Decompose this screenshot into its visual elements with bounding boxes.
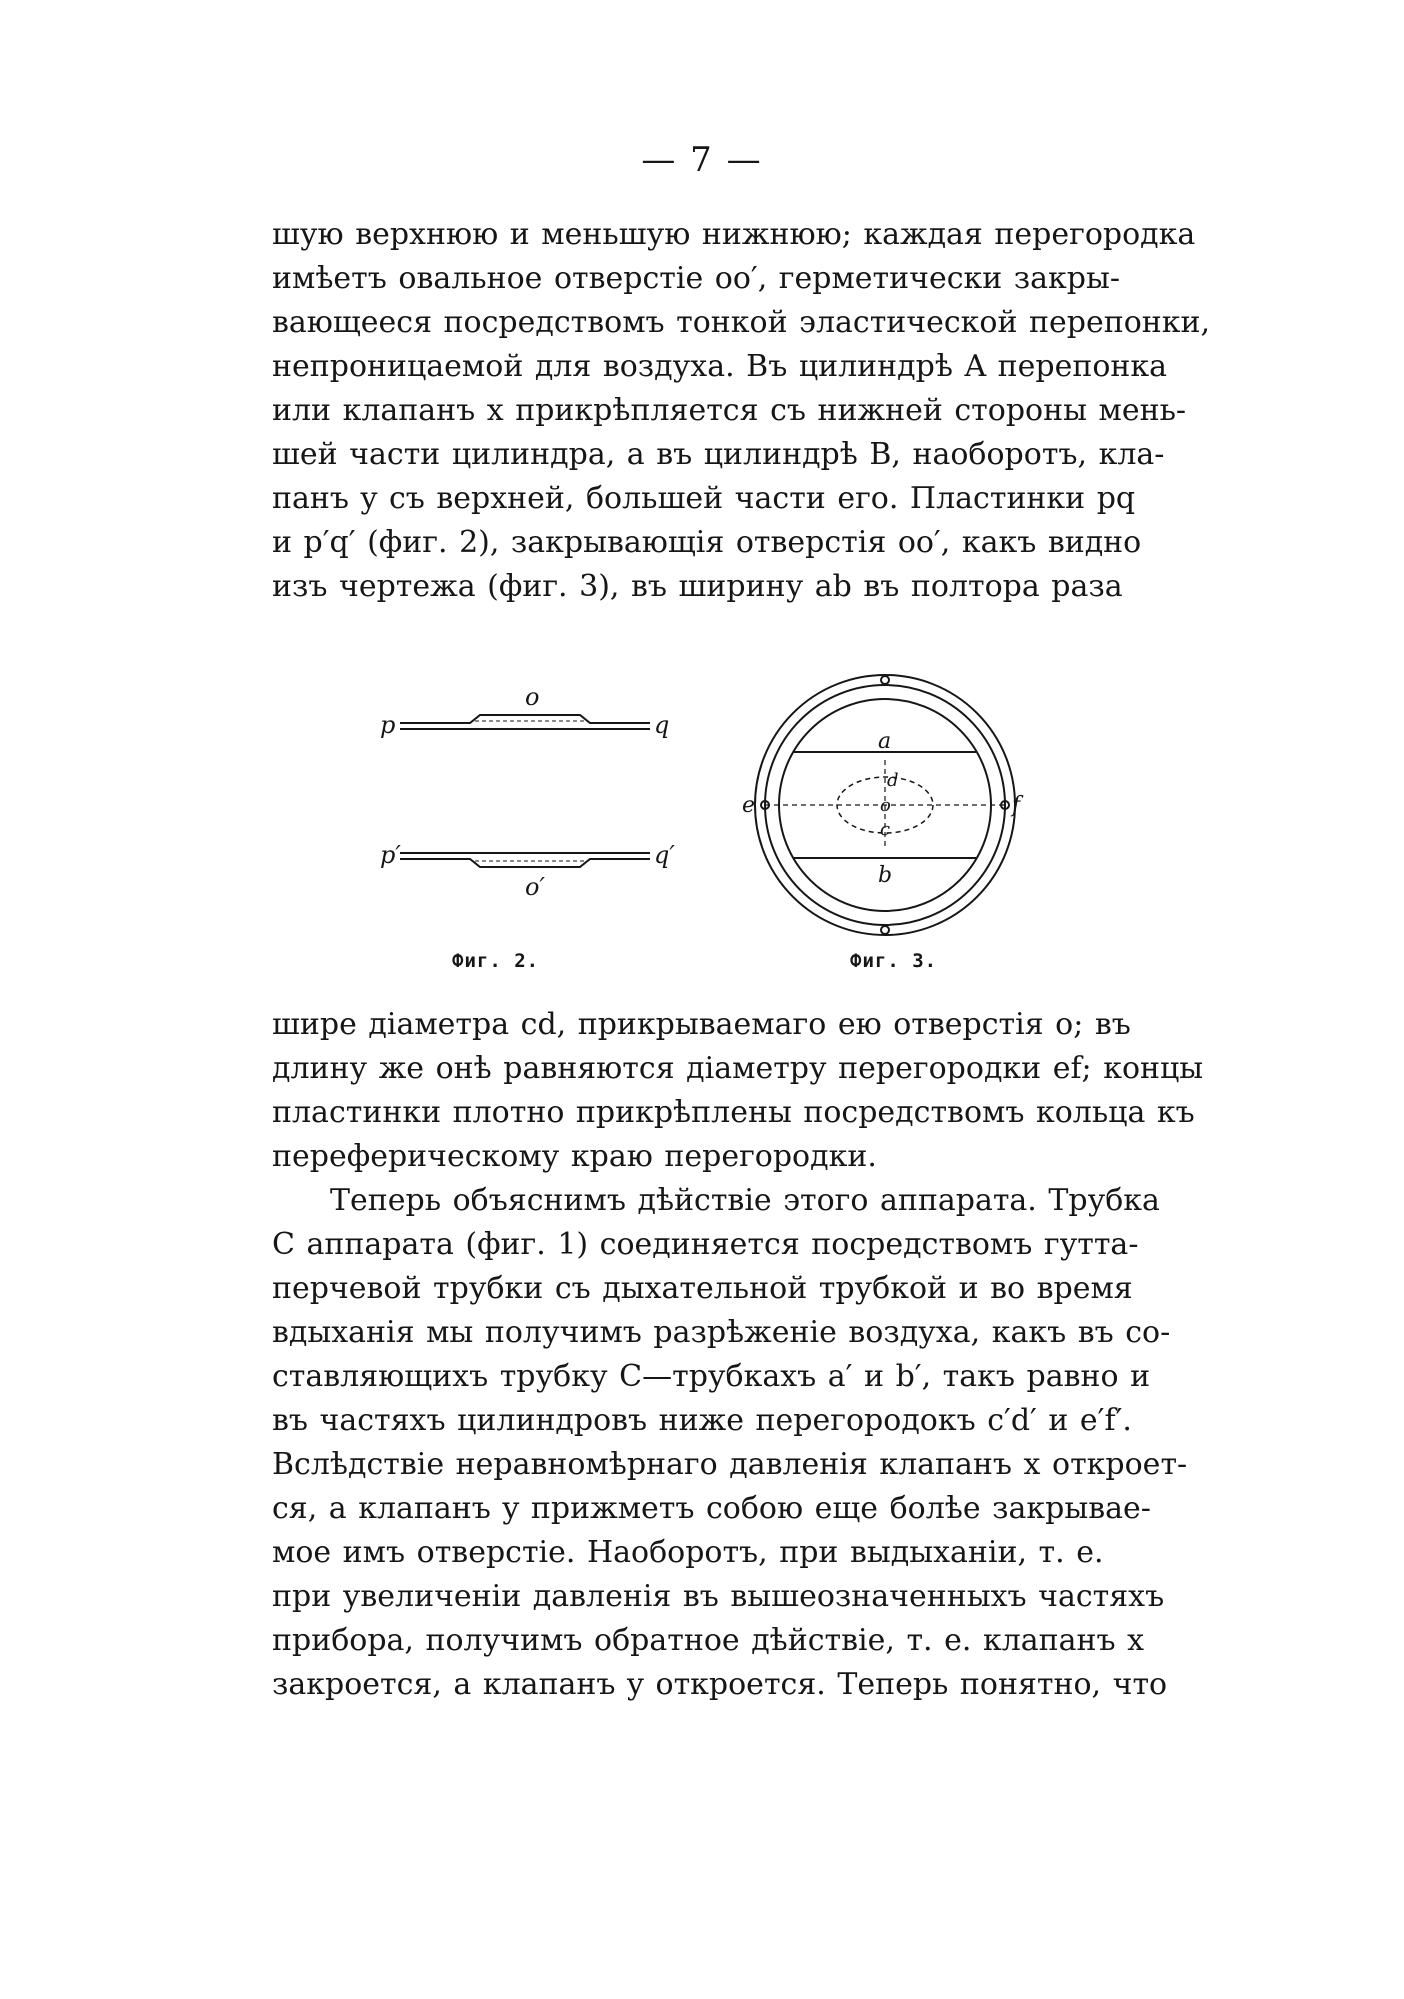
paragraph-bottom	[272, 1003, 1204, 1707]
page-number: — 7 —	[641, 140, 763, 180]
text-line: Теперь объяснимъ дѣйствіе этого аппарата. Трубка	[330, 1183, 1160, 1218]
label-p: p	[380, 711, 396, 739]
rivet-bottom	[881, 926, 889, 934]
label-o-prime: o′	[525, 873, 545, 901]
text-line: перчевой трубки съ дыхательной трубкой и во время	[272, 1271, 1133, 1306]
text-line: прибора, получимъ обратное дѣйствіе, т. е. клапанъ x	[272, 1623, 1145, 1658]
text-line: и p′q′ (фиг. 2), закрывающія отверстія oo′, какъ видно	[272, 525, 1142, 560]
label-b: b	[878, 863, 893, 888]
text-line: панъ y съ верхней, большей части его. Пластинки pq	[272, 481, 1136, 516]
text-line: переферическому краю перегородки.	[272, 1139, 877, 1174]
figure-3-caption: Фиг. 3.	[850, 950, 938, 972]
text-line: имѣетъ овальное отверстіе oo′, герметически закры-	[272, 261, 1121, 296]
label-e: e	[742, 793, 756, 818]
label-a: a	[878, 729, 892, 754]
plate-pq	[400, 715, 650, 723]
text-line: вающееся посредствомъ тонкой эластической перепонки,	[272, 305, 1211, 340]
text-line: Вслѣдствіе неравномѣрнаго давленія клапанъ x откроет-	[272, 1447, 1188, 1482]
text-line: длину же онѣ равняются діаметру перегородки ef; концы	[272, 1051, 1204, 1086]
text-line: шире діаметра cd, прикрываемаго ею отверстія o; въ	[272, 1007, 1131, 1042]
paragraph-top	[272, 213, 1211, 609]
label-o: o	[880, 795, 891, 816]
text-line: ставляющихъ трубку C—трубкахъ a′ и b′, такъ равно и	[272, 1359, 1151, 1394]
label-d: d	[887, 770, 899, 791]
text-line: въ частяхъ цилиндровъ ниже перегородокъ c′d′ и e′f′.	[272, 1403, 1132, 1438]
label-c: c	[880, 819, 891, 840]
label-o: o	[525, 685, 540, 711]
text-line: мое имъ отверстіе. Наоборотъ, при выдыханіи, т. е.	[272, 1535, 1104, 1570]
figure-2-diagram	[380, 685, 700, 915]
text-line: ся, а клапанъ y прижметъ собою еще болѣе закрывае-	[272, 1491, 1151, 1526]
text-line: закроется, а клапанъ y откроется. Теперь понятно, что	[272, 1667, 1168, 1702]
label-f: f	[1012, 793, 1021, 818]
text-line: изъ чертежа (фиг. 3), въ ширину ab въ полтора раза	[272, 569, 1123, 604]
plate-pq-prime	[400, 859, 650, 867]
label-q-prime: q′	[654, 841, 675, 869]
text-line: шую верхнюю и меньшую нижнюю; каждая перегородка	[272, 217, 1196, 252]
label-q: q	[654, 711, 670, 739]
text-line: при увеличеніи давленія въ вышеозначенныхъ частяхъ	[272, 1579, 1165, 1614]
rivet-top	[881, 676, 889, 684]
text-line: шей части цилиндра, а въ цилиндрѣ B, наоборотъ, кла-	[272, 437, 1165, 472]
figure-3-diagram	[740, 660, 1030, 950]
label-p-prime: p′	[380, 841, 401, 869]
text-line: пластинки плотно прикрѣплены посредствомъ кольца къ	[272, 1095, 1195, 1130]
text-line: вдыханія мы получимъ разрѣженіе воздуха, какъ въ со-	[272, 1315, 1171, 1350]
text-line: непроницаемой для воздуха. Въ цилиндрѣ A перепонка	[272, 349, 1168, 384]
figure-2-caption: Фиг. 2.	[452, 950, 540, 972]
text-line: C аппарата (фиг. 1) соединяется посредствомъ гутта-	[272, 1227, 1139, 1262]
text-line: или клапанъ x прикрѣпляется съ нижней стороны мень-	[272, 393, 1187, 428]
